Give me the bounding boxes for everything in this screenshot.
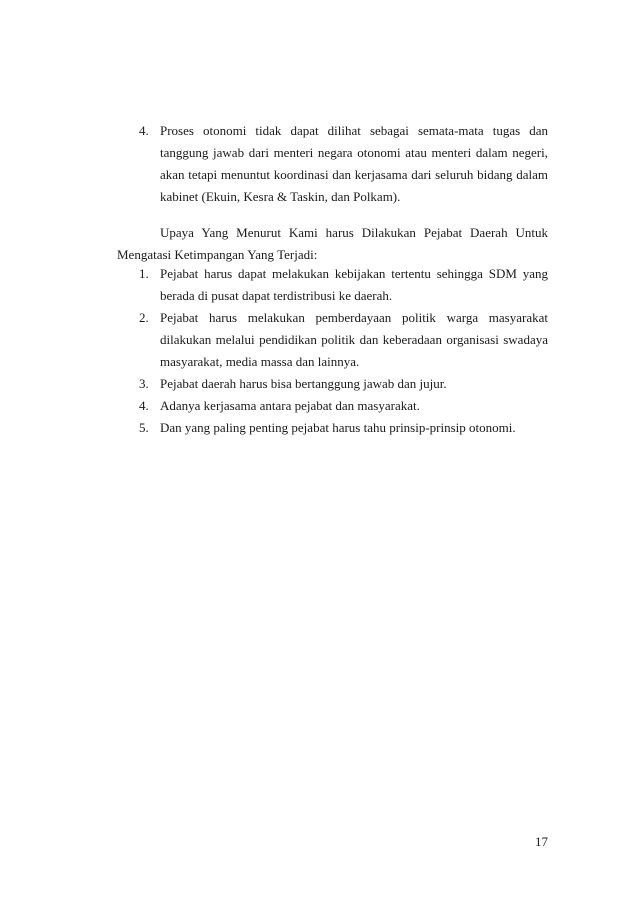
list-item: [0, 120, 638, 208]
top-numbered-list: [0, 120, 638, 208]
list-item-number: 5.: [139, 420, 149, 435]
list-item-text: Dan yang paling penting pejabat harus tahu prinsip-prinsip otonomi.: [160, 420, 516, 435]
bottom-numbered-list: [0, 263, 638, 439]
list-item: [0, 307, 638, 373]
list-item-text: Proses otonomi tidak dapat dilihat sebagai semata-mata tugas dan tanggung jawab dari menteri negara otonomi atau menteri dalam negeri, akan tetapi menuntut koordinasi dan kerjasama dari seluruh bidang dalam kabinet (Ekuin, Kesra & Taskin, dan Polkam).: [160, 123, 548, 204]
list-item-number: 3.: [139, 376, 149, 391]
list-item-number: 1.: [139, 266, 149, 281]
list-item: [0, 373, 638, 395]
list-item-text: Pejabat daerah harus bisa bertanggung jawab dan jujur.: [160, 376, 447, 391]
page-number: 17: [535, 834, 548, 849]
list-item: [0, 417, 638, 439]
list-item-text: Pejabat harus dapat melakukan kebijakan tertentu sehingga SDM yang berada di pusat dapat terdistribusi ke daerah.: [160, 266, 548, 303]
body-paragraph: Upaya Yang Menurut Kami harus Dilakukan Pejabat Daerah Untuk Mengatasi Ketimpangan Yang Terjadi:: [117, 225, 548, 262]
list-item-number: 2.: [139, 310, 149, 325]
list-item-number: 4.: [139, 398, 149, 413]
list-item-text: Adanya kerjasama antara pejabat dan masyarakat.: [160, 398, 420, 413]
list-item: [0, 263, 638, 307]
list-item-text: Pejabat harus melakukan pemberdayaan politik warga masyarakat dilakukan melalui pendidikan politik dan keberadaan organisasi swadaya masyarakat, media massa dan lainnya.: [160, 310, 548, 369]
list-item-number: 4.: [139, 123, 149, 138]
list-item: [0, 395, 638, 417]
